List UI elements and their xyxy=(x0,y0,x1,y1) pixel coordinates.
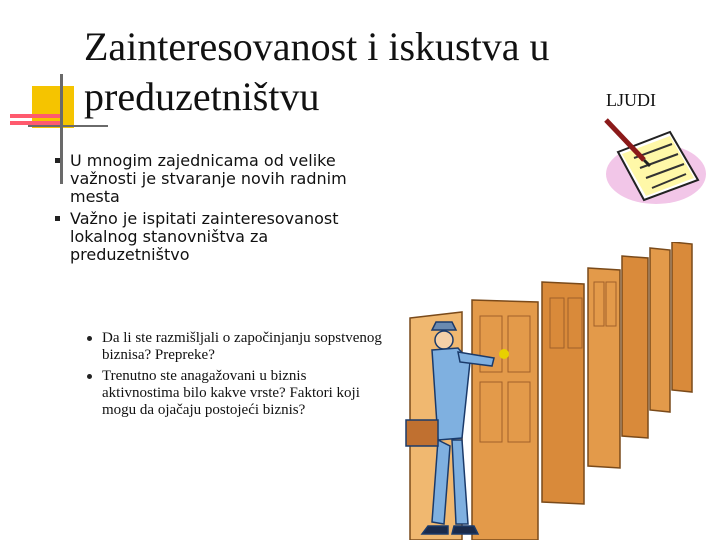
round-bullet-icon xyxy=(87,374,92,379)
sub-bullet-list xyxy=(84,330,384,423)
bullet-item xyxy=(50,152,390,206)
section-tag: LJUDI xyxy=(606,90,656,110)
bullet-list xyxy=(50,152,390,268)
round-bullet-icon xyxy=(87,336,92,341)
bullet-text: Važno je ispitati zainteresovanost lokalnog stanovništva za preduzetništvo xyxy=(70,209,339,264)
doors-man-illustration xyxy=(392,242,702,540)
bullet-item xyxy=(50,210,390,264)
sub-bullet-text: Trenutno ste anagažovani u biznis aktivnostima bilo kakve vrste? Faktori koji mogu da ojačaju postojeći biznis? xyxy=(102,368,360,418)
square-bullet-icon xyxy=(55,216,60,221)
bullet-text: U mnogim zajednicama od velike važnosti je stvaranje novih radnim mesta xyxy=(70,151,347,206)
decor-horizontal-line xyxy=(28,125,108,127)
sub-bullet-text: Da li ste razmišljali o započinjanju sopstvenog biznisa? Prepreke? xyxy=(102,330,382,363)
square-bullet-icon xyxy=(55,158,60,163)
slide-title: Zainteresovanost i iskustva u preduzetništvu xyxy=(84,24,550,119)
notepad-icon xyxy=(600,114,712,206)
sub-bullet-item xyxy=(84,330,384,364)
decor-pink-line xyxy=(10,114,60,118)
sub-bullet-item xyxy=(84,368,384,419)
